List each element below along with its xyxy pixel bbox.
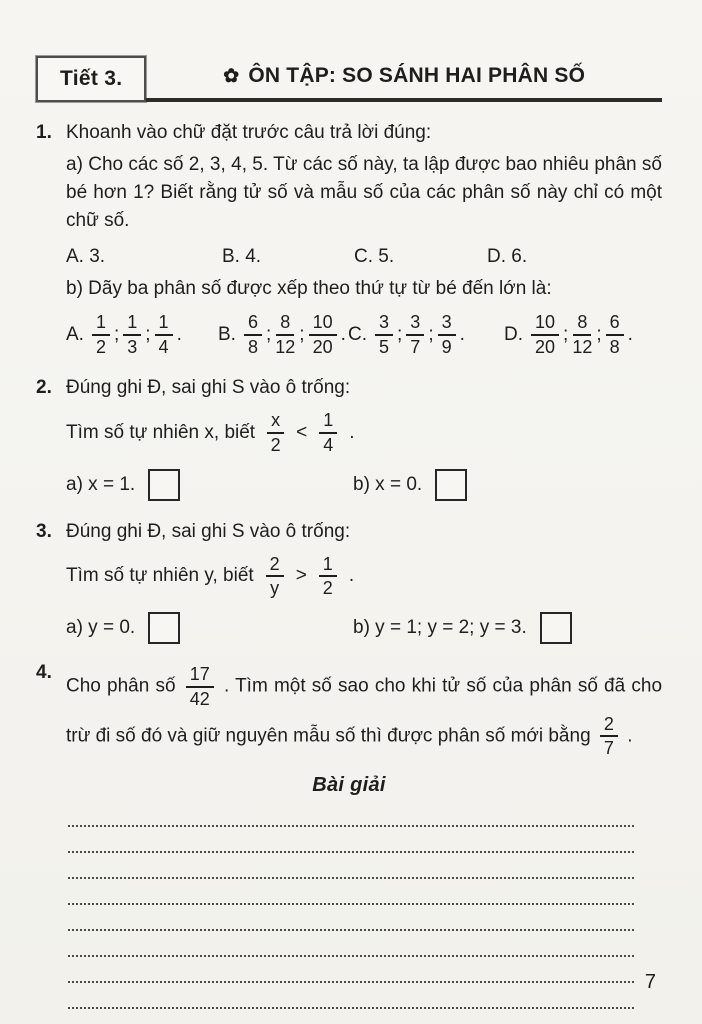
fraction-denominator: y [270, 578, 280, 599]
terminator: . [176, 323, 182, 345]
answer-line[interactable] [68, 853, 634, 879]
lesson-number-box [36, 56, 146, 102]
problem-1-prompt: Khoanh vào chữ đặt trước câu trả lời đúng: [66, 122, 432, 143]
problem-2-number: 2. [36, 377, 52, 399]
problem-1a-options [66, 244, 662, 270]
separator: ; [145, 323, 151, 345]
separator: ; [113, 323, 120, 345]
answer-line[interactable] [68, 801, 634, 827]
fraction-numerator: 1 [155, 312, 173, 336]
fraction-numerator: 6 [606, 312, 624, 336]
problem-2-answers [66, 469, 662, 501]
solution-heading: Bài giải [312, 773, 386, 796]
fraction-numerator: 8 [573, 312, 591, 336]
option-1b-D[interactable] [504, 312, 662, 357]
problem-3-prompt-row [36, 518, 662, 545]
terminator: . [340, 323, 346, 345]
terminator: . [349, 422, 355, 444]
fraction-denominator: 12 [275, 336, 296, 357]
problem-3-number: 3. [36, 520, 52, 542]
fraction [606, 312, 624, 357]
fraction [275, 312, 295, 357]
fraction [309, 312, 337, 357]
fraction-numerator: 2 [266, 554, 284, 578]
fraction [92, 312, 110, 357]
answer-line[interactable] [68, 905, 634, 931]
option-1b-B[interactable] [218, 312, 348, 357]
condition-text: Tìm số tự nhiên x, biết [66, 422, 256, 444]
fraction [267, 410, 284, 455]
problem-1-prompt-row [36, 119, 662, 146]
separator: ; [563, 323, 569, 345]
option-1b-C[interactable] [348, 312, 504, 357]
answer-2b [353, 469, 467, 501]
option-1a-A[interactable]: A. 3. [66, 246, 106, 267]
problem-1a-text: a) Cho các số 2, 3, 4, 5. Từ các số này, ta lập được bao nhiêu phân số bé hơn 1? Biết rằng tử số và mẫu số của các phân số này chỉ có một chữ số. [66, 154, 662, 231]
answer-3b-label: b) y = 1; y = 2; y = 3. [353, 617, 527, 639]
fraction [438, 312, 456, 357]
problem-1b-text: b) Dãy ba phân số được xếp theo thứ tự từ bé đến lớn là: [66, 278, 552, 299]
answer-box-3b[interactable] [540, 612, 572, 644]
fraction-denominator: 2 [95, 336, 106, 357]
fraction-numerator: 8 [276, 312, 294, 336]
title-bar [146, 56, 662, 102]
problem-1b-options [66, 312, 662, 357]
fraction-numerator: 6 [244, 312, 262, 336]
problem-4-text [66, 662, 662, 761]
separator: ; [265, 323, 272, 345]
option-1a-B[interactable]: B. 4. [222, 246, 262, 267]
fraction-numerator: 3 [406, 312, 424, 336]
terminator: . [627, 323, 633, 345]
flower-icon: ✿ [223, 65, 240, 87]
answer-3b [353, 612, 572, 644]
fraction [572, 312, 592, 357]
condition-text: Tìm số tự nhiên y, biết [66, 565, 254, 587]
fraction-numerator: 10 [531, 312, 559, 336]
fraction [375, 312, 393, 357]
comparison-operator: > [295, 565, 307, 587]
fraction [319, 410, 337, 455]
fraction-denominator: 4 [158, 336, 169, 357]
answer-box-2b[interactable] [435, 469, 467, 501]
fraction-denominator: 20 [312, 336, 333, 357]
fraction-denominator: 12 [572, 336, 593, 357]
fraction-numerator: 1 [123, 312, 141, 336]
fraction-numerator: 17 [186, 664, 214, 688]
option-1a-C[interactable]: C. 5. [354, 246, 395, 267]
problem-3-prompt: Đúng ghi Đ, sai ghi S vào ô trống: [66, 520, 351, 542]
comparison-operator: < [296, 422, 308, 444]
answer-line[interactable] [68, 879, 634, 905]
fraction-denominator: 3 [127, 336, 138, 357]
fraction-denominator: 4 [323, 435, 334, 456]
fraction-numerator: 1 [92, 312, 110, 336]
fraction-denominator: 8 [609, 336, 620, 357]
answer-box-2a[interactable] [148, 469, 180, 501]
fraction-numerator: x [267, 410, 284, 434]
fraction-denominator: 7 [603, 738, 614, 759]
terminator: . [348, 565, 355, 587]
problem-2-condition [66, 410, 662, 455]
separator: ; [596, 323, 602, 345]
fraction-denominator: 20 [535, 336, 556, 357]
fraction [600, 714, 618, 759]
fraction [244, 312, 262, 357]
problem-4 [36, 662, 662, 761]
answer-2b-label: b) x = 0. [353, 473, 423, 495]
header [36, 56, 662, 102]
answer-3a [66, 612, 353, 644]
answer-2a-label: a) x = 1. [66, 473, 136, 495]
option-label: D. [504, 323, 523, 345]
fraction [406, 312, 424, 357]
problem-3-answers [66, 612, 662, 644]
fraction-numerator: 3 [438, 312, 456, 336]
problem-4-seg1: Cho phân số [66, 675, 176, 697]
answer-line[interactable] [68, 983, 634, 1009]
problem-4-seg2: . Tìm một số sao cho khi tử số của phân số đã cho trừ đi số đó và giữ nguyên mẫu số thì được phân số mới bằng [66, 675, 663, 747]
fraction-denominator: 8 [247, 336, 258, 357]
fraction [319, 554, 337, 599]
fraction-denominator: 42 [189, 688, 210, 709]
fraction-numerator: 10 [309, 312, 337, 336]
fraction [266, 554, 284, 599]
option-label: A. [66, 323, 84, 345]
separator: ; [397, 323, 403, 345]
problem-2-prompt: Đúng ghi Đ, sai ghi S vào ô trống: [66, 377, 351, 399]
separator: ; [428, 323, 434, 345]
fraction [123, 312, 141, 357]
fraction [531, 312, 559, 357]
fraction-denominator: 9 [441, 336, 452, 357]
option-1b-A[interactable] [66, 312, 218, 357]
fraction-numerator: 3 [375, 312, 393, 336]
fraction-numerator: 1 [319, 410, 337, 434]
answer-3a-label: a) y = 0. [66, 617, 136, 639]
separator: ; [299, 323, 305, 345]
problem-3-condition [66, 554, 662, 599]
fraction [155, 312, 173, 357]
answer-line[interactable] [68, 931, 634, 957]
fraction [186, 664, 214, 709]
fraction-numerator: 1 [319, 554, 337, 578]
option-label: C. [348, 323, 367, 345]
problem-2-prompt-row [36, 374, 662, 401]
problem-3 [36, 518, 662, 644]
page-number: 7 [644, 971, 656, 993]
page-title: ÔN TẬP: SO SÁNH HAI PHÂN SỐ [248, 64, 586, 87]
problem-1 [36, 119, 662, 357]
fraction-denominator: 2 [322, 578, 333, 599]
fraction-denominator: 5 [379, 336, 390, 357]
fraction-numerator: 2 [600, 714, 618, 738]
answer-line[interactable] [68, 1009, 634, 1024]
solution-writing-area [68, 801, 634, 1024]
terminator: . [459, 323, 465, 345]
problem-4-seg3: . [627, 725, 633, 747]
option-1a-D[interactable]: D. 6. [487, 246, 528, 267]
lesson-label: Tiết 3. [60, 67, 123, 90]
problem-2 [36, 374, 662, 500]
answer-2a [66, 469, 353, 501]
problem-1-number: 1. [36, 122, 52, 143]
option-label: B. [218, 323, 236, 345]
answer-box-3a[interactable] [148, 612, 180, 644]
fraction-denominator: 2 [270, 435, 281, 456]
answer-line[interactable] [68, 827, 634, 853]
problem-4-number: 4. [36, 662, 52, 684]
answer-line[interactable] [68, 957, 634, 983]
fraction-denominator: 7 [410, 336, 421, 357]
